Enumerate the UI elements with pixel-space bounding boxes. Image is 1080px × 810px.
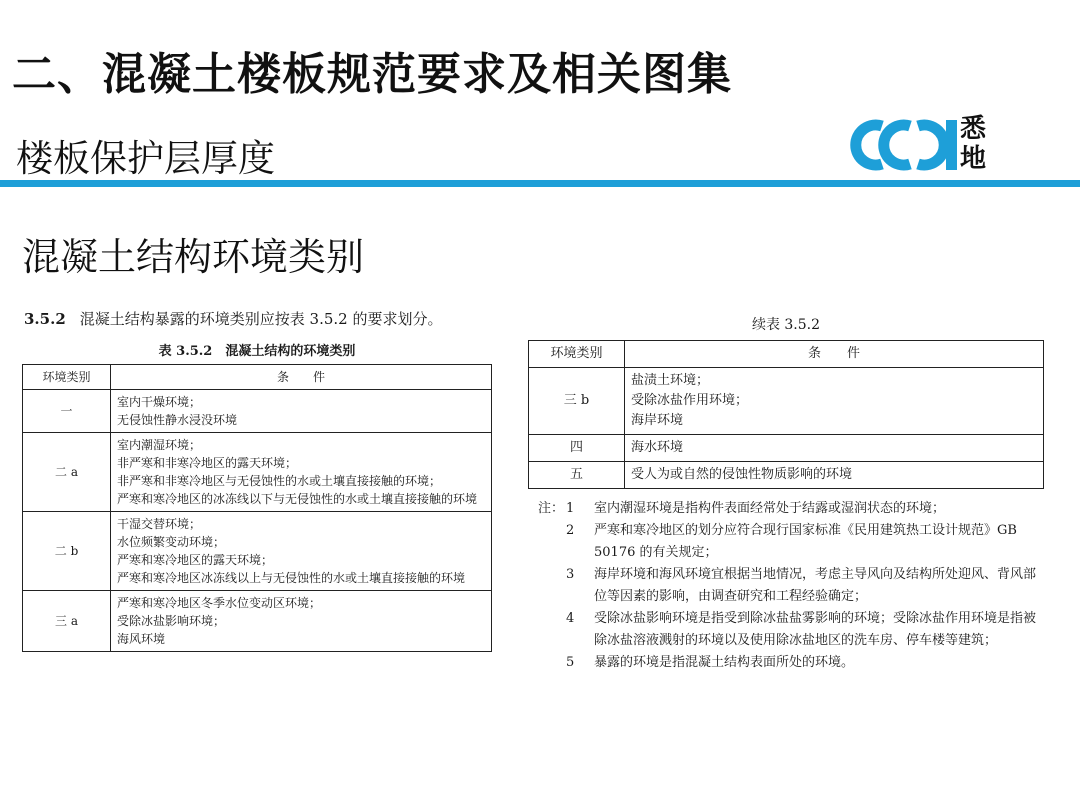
condition-line: 室内干燥环境； bbox=[117, 395, 202, 409]
environment-class-table bbox=[22, 364, 492, 652]
environment-conditions bbox=[111, 591, 492, 652]
note-label bbox=[538, 652, 566, 674]
condition-line: 干湿交替环境； bbox=[117, 517, 202, 531]
table-notes bbox=[538, 498, 1048, 674]
environment-conditions bbox=[625, 462, 1044, 489]
environment-conditions bbox=[625, 435, 1044, 462]
condition-line: 海水环境 bbox=[631, 440, 684, 455]
table1-header-conditions: 条 件 bbox=[111, 365, 492, 390]
note-text: 海岸环境和海风环境宜根据当地情况，考虑主导风向及结构所处迎风、背风部位等因素的影响，由调查研究和工程经验确定； bbox=[594, 567, 1037, 604]
table-row bbox=[529, 462, 1044, 489]
condition-line: 海岸环境 bbox=[631, 413, 684, 428]
condition-line: 严寒和寒冷地区冬季水位变动区环境； bbox=[117, 596, 322, 610]
condition-line: 盐渍土环境； bbox=[631, 373, 710, 388]
environment-class-table-continued bbox=[528, 340, 1044, 489]
condition-line: 非严寒和非寒冷地区与无侵蚀性的水或土壤直接接触的环境； bbox=[117, 474, 442, 488]
header-divider bbox=[0, 180, 1080, 187]
condition-line: 受除冰盐影响环境； bbox=[117, 614, 226, 628]
table-row bbox=[529, 368, 1044, 435]
environment-conditions bbox=[111, 512, 492, 591]
table-row bbox=[529, 435, 1044, 462]
section-heading: 混凝土结构环境类别 bbox=[22, 235, 365, 279]
note-number: 1 bbox=[566, 501, 575, 516]
environment-category: 四 bbox=[529, 435, 625, 462]
condition-line: 非严寒和非寒冷地区的露天环境； bbox=[117, 456, 298, 470]
clause-text: 混凝土结构暴露的环境类别应按表 3.5.2 的要求划分。 bbox=[79, 310, 443, 328]
environment-category: 五 bbox=[529, 462, 625, 489]
note-item bbox=[538, 520, 1048, 564]
environment-conditions bbox=[111, 390, 492, 433]
note-label: 注： bbox=[538, 501, 565, 516]
table-row bbox=[23, 390, 492, 433]
note-text: 暴露的环境是指混凝土结构表面所处的环境。 bbox=[594, 655, 855, 670]
table-row bbox=[23, 591, 492, 652]
note-number: 3 bbox=[566, 567, 575, 582]
environment-conditions bbox=[625, 368, 1044, 435]
condition-line: 受人为或自然的侵蚀性物质影响的环境 bbox=[631, 467, 853, 482]
environment-category: 三 a bbox=[23, 591, 111, 652]
environment-category: 二 b bbox=[23, 512, 111, 591]
condition-line: 严寒和寒冷地区的冰冻线以下与无侵蚀性的水或土壤直接接触的环境 bbox=[117, 492, 478, 506]
note-number: 4 bbox=[566, 611, 575, 626]
condition-line: 水位频繁变动环境； bbox=[117, 535, 226, 549]
note-number: 2 bbox=[566, 523, 575, 538]
table1-header-category: 环境类别 bbox=[23, 365, 111, 390]
table2-caption: 续表 3.5.2 bbox=[751, 317, 821, 333]
condition-line: 严寒和寒冷地区冰冻线以上与无侵蚀性的水或土壤直接接触的环境 bbox=[117, 571, 466, 585]
note-item bbox=[538, 498, 1048, 520]
environment-category: 二 a bbox=[23, 433, 111, 512]
condition-line: 严寒和寒冷地区的露天环境； bbox=[117, 553, 274, 567]
condition-line: 受除冰盐作用环境； bbox=[631, 393, 749, 408]
page-subtitle: 楼板保护层厚度 bbox=[16, 137, 275, 180]
clause-line bbox=[24, 308, 442, 329]
note-label bbox=[538, 520, 566, 564]
note-item bbox=[538, 608, 1048, 652]
note-text: 室内潮湿环境是指构件表面经常处于结露或湿润状态的环境； bbox=[594, 501, 946, 516]
note-number: 5 bbox=[566, 655, 575, 670]
table-row bbox=[23, 433, 492, 512]
table2-header-conditions: 条 件 bbox=[625, 341, 1044, 368]
logo-text: 悉地 bbox=[960, 114, 987, 174]
note-label bbox=[538, 564, 566, 608]
note-text: 受除冰盐影响环境是指受到除冰盐盐雾影响的环境；受除冰盐作用环境是指被除冰盐溶液溅射的环境以及使用除冰盐地区的洗车房、停车楼等建筑； bbox=[594, 611, 1037, 648]
table1-caption: 表 3.5.2 混凝土结构的环境类别 bbox=[158, 344, 356, 359]
condition-line: 海风环境 bbox=[117, 632, 166, 646]
note-text: 严寒和寒冷地区的划分应符合现行国家标准《民用建筑热工设计规范》GB 50176 的有关规定； bbox=[594, 523, 1017, 560]
environment-conditions bbox=[111, 433, 492, 512]
condition-line: 室内潮湿环境； bbox=[117, 438, 202, 452]
clause-number: 3.5.2 bbox=[24, 310, 66, 328]
table-row bbox=[23, 512, 492, 591]
note-item bbox=[538, 652, 1048, 674]
environment-category: 三 b bbox=[529, 368, 625, 435]
note-label bbox=[538, 608, 566, 652]
table2-header-category: 环境类别 bbox=[529, 341, 625, 368]
page-title: 二、混凝土楼板规范要求及相关图集 bbox=[12, 49, 732, 100]
condition-line: 无侵蚀性静水浸没环境 bbox=[117, 413, 238, 427]
environment-category: 一 bbox=[23, 390, 111, 433]
note-item bbox=[538, 564, 1048, 608]
